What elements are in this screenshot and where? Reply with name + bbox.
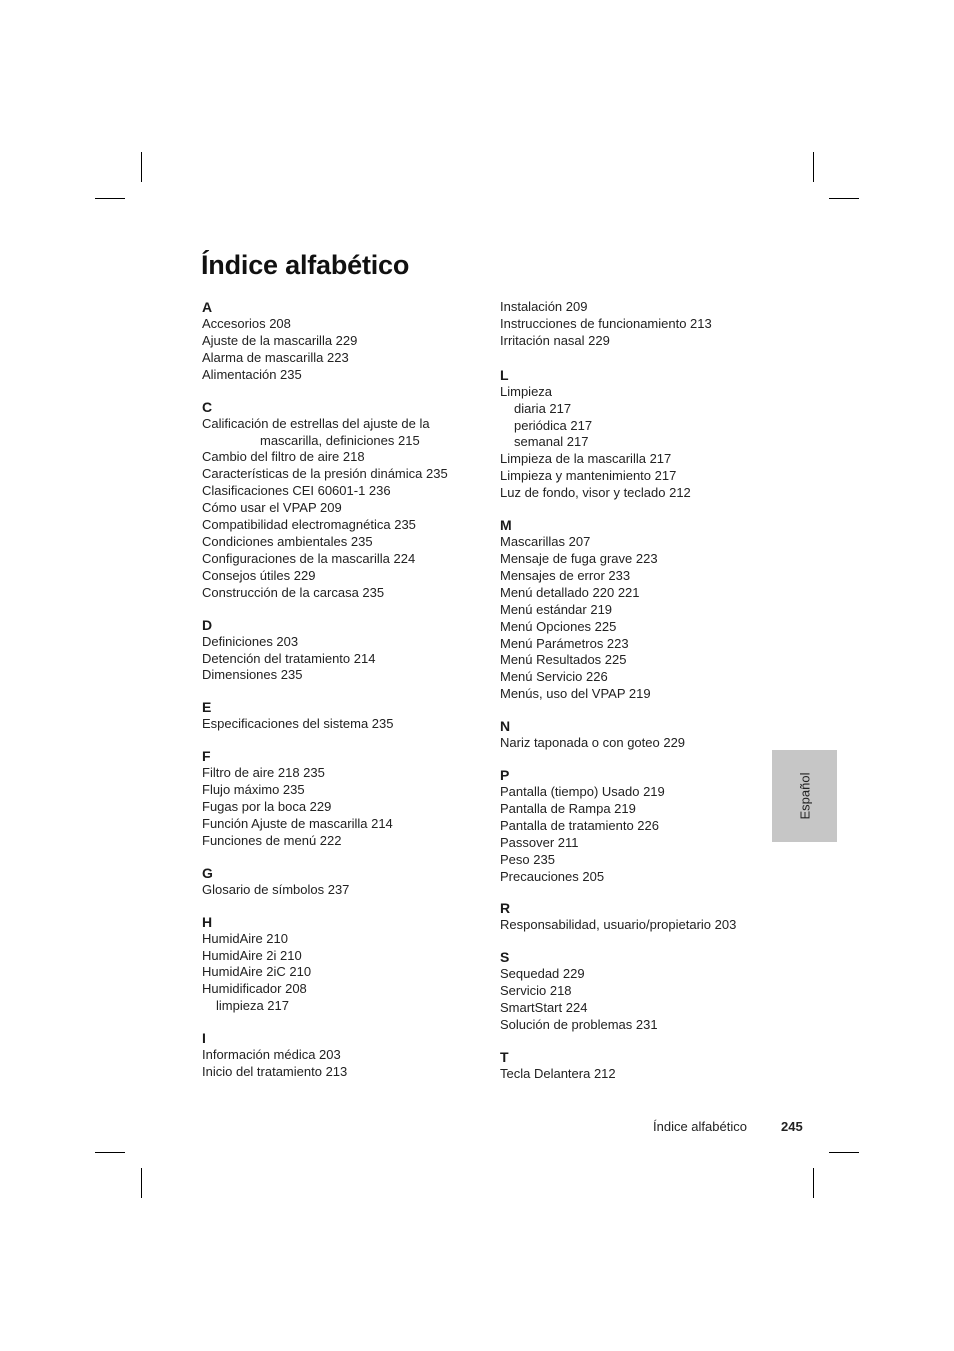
index-column-right [500, 299, 762, 1098]
index-entry: Instrucciones de funcionamiento 213 [500, 315, 712, 331]
section-letter: N [500, 718, 511, 735]
index-entry: Alimentación 235 [202, 366, 302, 382]
index-subentry: diaria 217 [514, 400, 572, 416]
index-entry: Menú estándar 219 [500, 601, 613, 617]
index-entry: Menú detallado 220 221 [500, 584, 640, 600]
crop-mark [813, 152, 814, 182]
index-entry: Precauciones 205 [500, 868, 605, 884]
index-entry: Limpieza [500, 383, 553, 399]
crop-mark [141, 152, 142, 182]
index-entry: Función Ajuste de mascarilla 214 [202, 815, 393, 831]
section-letter: E [202, 699, 212, 716]
index-subentry: limpieza 217 [216, 998, 289, 1014]
index-section [500, 900, 762, 934]
index-entry: Nariz taponada o con goteo 229 [500, 735, 686, 751]
index-column-left [202, 299, 472, 1096]
index-entry: Compatibilidad electromagnética 235 [202, 517, 416, 533]
index-entry: Mascarillas 207 [500, 534, 591, 550]
section-letter: H [202, 913, 213, 930]
index-entry: Irritación nasal 229 [500, 332, 610, 348]
index-entry: Responsabilidad, usuario/propietario 203 [500, 917, 737, 933]
index-entry: Tecla Delantera 212 [500, 1066, 616, 1081]
language-tab-label: Español [797, 772, 812, 820]
index-subentry: semanal 217 [514, 434, 589, 450]
crop-mark [95, 1152, 125, 1153]
index-entry: Menú Resultados 225 [500, 652, 627, 668]
index-entry: Servicio 218 [500, 983, 572, 999]
crop-mark [829, 1152, 859, 1153]
index-entry: Funciones de menú 222 [202, 832, 342, 848]
index-section [202, 865, 472, 899]
language-tab [772, 750, 837, 842]
section-letter: T [500, 1049, 509, 1065]
index-entry: Limpieza de la mascarilla 217 [500, 451, 672, 467]
footer-section-title: Índice alfabético [653, 1119, 747, 1134]
index-section [202, 617, 472, 685]
index-entry: HumidAire 2i 210 [202, 947, 302, 963]
index-section [202, 1030, 472, 1081]
index-entry: Peso 235 [500, 851, 555, 867]
index-entry: Ajuste de la mascarilla 229 [202, 332, 358, 348]
index-entry: Mensaje de fuga grave 223 [500, 550, 658, 566]
index-entry: Consejos útiles 229 [202, 567, 316, 583]
index-section [500, 949, 762, 1034]
section-letter: R [500, 900, 511, 917]
index-entry: Cambio del filtro de aire 218 [202, 449, 365, 465]
index-section [500, 299, 762, 350]
index-entry: Filtro de aire 218 235 [202, 765, 325, 781]
index-entry: Instalación 209 [500, 299, 588, 314]
index-entry: Alarma de mascarilla 223 [202, 349, 349, 365]
index-entry: Configuraciones de la mascarilla 224 [202, 550, 416, 566]
index-entry: Pantalla de Rampa 219 [500, 800, 636, 816]
index-entry: Condiciones ambientales 235 [202, 533, 373, 549]
section-letter: F [202, 748, 211, 765]
index-entry: Calificación de estrellas del ajuste de la [202, 415, 430, 431]
index-entry: SmartStart 224 [500, 1000, 588, 1016]
index-entry: Definiciones 203 [202, 633, 299, 649]
index-entry: Flujo máximo 235 [202, 782, 305, 798]
index-section [202, 914, 472, 1016]
index-entry: Luz de fondo, visor y teclado 212 [500, 485, 691, 501]
index-entry: Solución de problemas 231 [500, 1017, 658, 1033]
index-entry: HumidAire 2iC 210 [202, 964, 312, 980]
section-letter: L [500, 366, 509, 383]
crop-mark [95, 198, 125, 199]
section-letter: P [500, 767, 510, 784]
index-section [500, 1049, 762, 1083]
page-title: Índice alfabético [201, 250, 410, 280]
index-entry: Dimensiones 235 [202, 667, 303, 683]
index-entry: Glosario de símbolos 237 [202, 881, 350, 897]
section-letter: C [202, 398, 213, 415]
crop-mark [141, 1168, 142, 1198]
index-entry: Información médica 203 [202, 1047, 341, 1063]
index-subentry: periódica 217 [514, 417, 593, 433]
index-section [500, 367, 762, 502]
index-section [202, 299, 472, 384]
index-section [500, 718, 762, 752]
index-entry: Menús, uso del VPAP 219 [500, 686, 651, 702]
crop-mark [813, 1168, 814, 1198]
section-letter: S [500, 949, 510, 966]
index-entry: Detención del tratamiento 214 [202, 650, 376, 666]
index-entry: HumidAire 210 [202, 930, 288, 946]
index-entry: mascarilla, definiciones 215 [260, 432, 420, 448]
index-entry: Clasificaciones CEI 60601-1 236 [202, 483, 391, 499]
index-entry: Pantalla de tratamiento 226 [500, 817, 659, 833]
index-section [202, 748, 472, 850]
page-number: 245 [781, 1119, 803, 1134]
crop-mark [829, 198, 859, 199]
index-entry: Humidificador 208 [202, 981, 307, 997]
section-letter: M [500, 517, 512, 534]
index-entry: Especificaciones del sistema 235 [202, 716, 394, 732]
section-letter: I [202, 1030, 206, 1047]
index-entry: Menú Servicio 226 [500, 669, 608, 685]
index-entry: Limpieza y mantenimiento 217 [500, 468, 677, 484]
index-entry: Mensajes de error 233 [500, 567, 631, 583]
index-entry: Menú Opciones 225 [500, 618, 617, 634]
index-section [202, 399, 472, 602]
index-section [202, 699, 472, 733]
index-entry: Menú Parámetros 223 [500, 635, 629, 651]
index-entry: Pantalla (tiempo) Usado 219 [500, 784, 665, 800]
index-entry: Construcción de la carcasa 235 [202, 584, 385, 600]
index-section [500, 767, 762, 885]
index-entry: Inicio del tratamiento 213 [202, 1064, 348, 1080]
section-letter: D [202, 616, 213, 633]
index-entry: Passover 211 [500, 834, 579, 850]
index-section [500, 517, 762, 703]
section-letter: G [202, 864, 213, 881]
index-entry: Sequedad 229 [500, 966, 585, 982]
index-entry: Características de la presión dinámica 235 [202, 466, 448, 482]
section-letter: A [202, 299, 213, 315]
index-entry: Accesorios 208 [202, 316, 291, 331]
index-entry: Fugas por la boca 229 [202, 799, 332, 815]
index-entry: Cómo usar el VPAP 209 [202, 500, 342, 516]
